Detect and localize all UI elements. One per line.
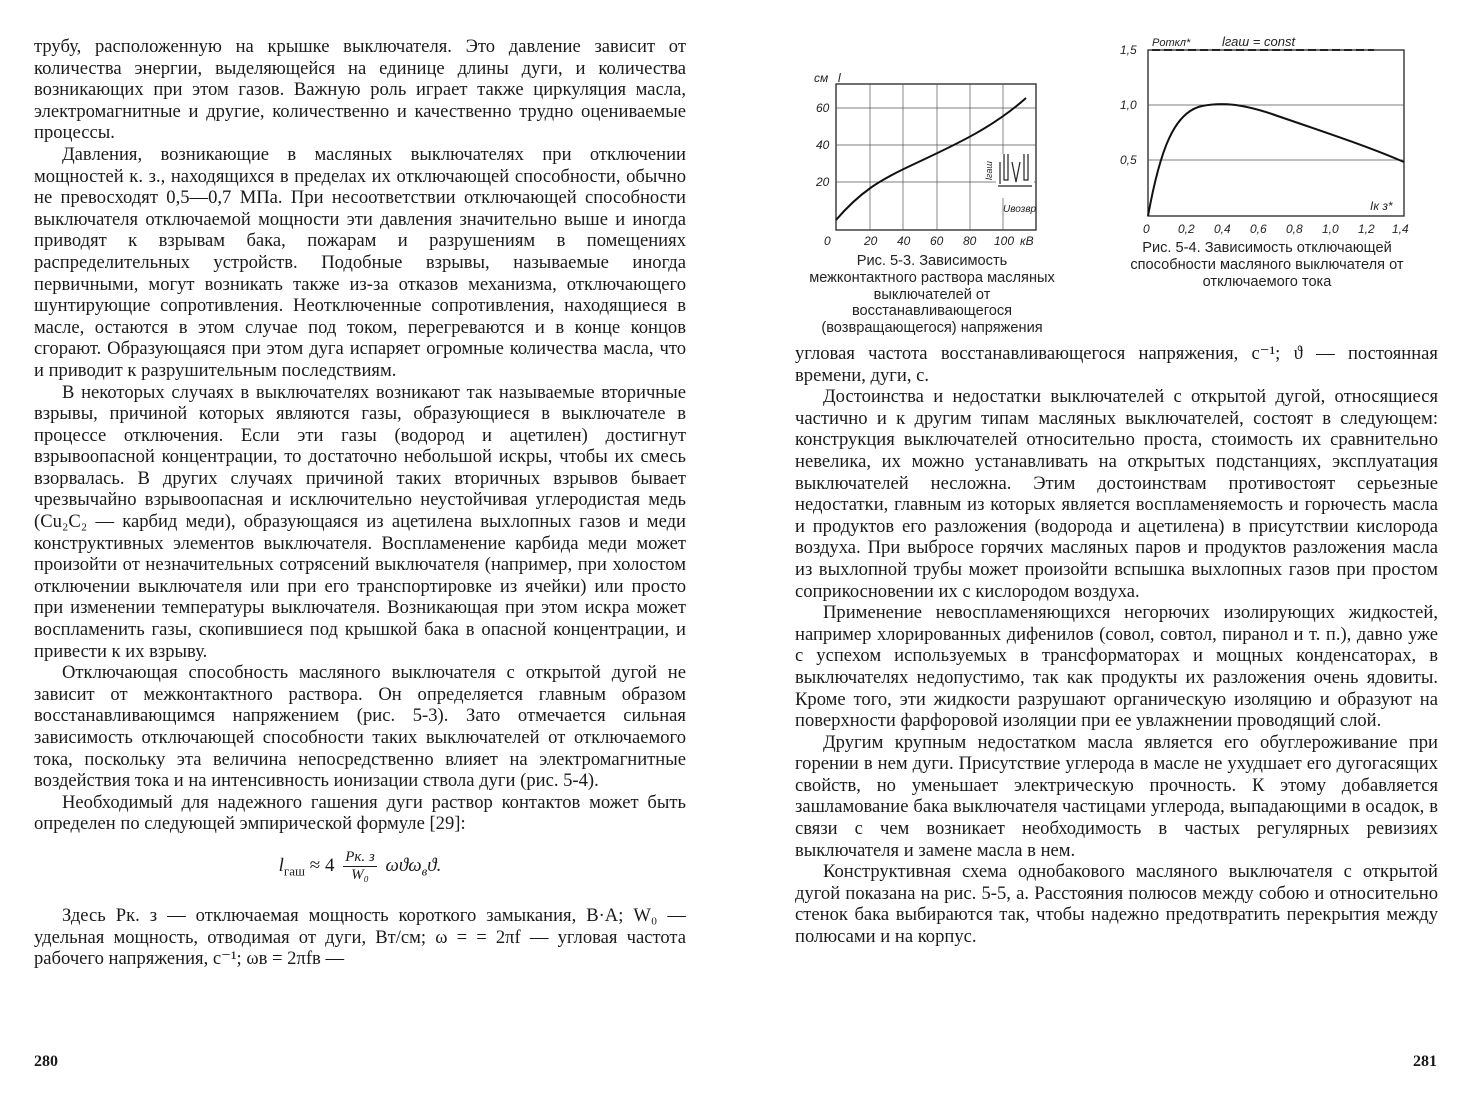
- x-tick-label: 40: [897, 234, 911, 248]
- paragraph: Применение невоспламеняющихся негорючих изолирующих жидкостей, например хлорированных дифенилов (совол, совтол, пиранол и т. п.), давно уже с успехом используемых в трансформаторах и мощных конденсаторах, в выключателях недопустимо, так как продукты их разложения очень ядовиты. Кроме того, эти жидкости разрушают органическую изоляцию и образуют на поверхности фарфоровой изоляции при ее увлажнении проводящий слой.: [795, 602, 1438, 732]
- paragraph: Давления, возникающие в масляных выключателях при отключении мощностей к. з., находящихся в пределах их отключающей способности, обычно не превосходят 0,5—0,7 МПа. При несоответствии отключающей способности выключателя отключаемой мощности эти давления значительно выше и иногда приводят к взрывам бака, пожарам и разрушениям в помещениях распределительных устройств. Подобные взрывы, называемые иногда первичными, могут возникать также из-за отказов механизма, отключающего шунтирующие сопротивления. Неотключенные сопротивления, находящиеся в масле, остаются в этом случае под током, перегреваются и в конце концов сгорают. Образующаяся при этом дуга испаряет огромные количества масла, что и приводит к разрушительным последствиям.: [34, 143, 686, 381]
- x-axis-label: Iк з*: [1370, 199, 1393, 213]
- figure-5-3-caption: Рис. 5-3. Зависимость межконтактного раствора масляных выключателей от восстанавливающегося (возвращающегося) напряжения: [809, 253, 1055, 337]
- x-tick-label: 0,6: [1250, 222, 1267, 236]
- y-tick-label: 60: [816, 101, 830, 115]
- x-tick-label: 80: [963, 234, 977, 248]
- x-tick-label: 1,2: [1358, 222, 1375, 236]
- paragraph: Здесь Pк. з — отключаемая мощность короткого замыкания, В·А; W₀ — удельная мощность, отводимая от дуги, Вт/см; ω = = 2πf — угловая частота рабочего напряжения, с⁻¹; ωв = 2πfв —: [34, 904, 686, 970]
- paragraph: трубу, расположенную на крышке выключателя. Это давление зависит от количества энергии, выделяющейся на единице длины дуги, и количества возникающих при этом газов. Важную роль играет также циркуляция масла, электромагнитные и другие, количественно и качественно трудно оцениваемые процессы.: [34, 36, 686, 144]
- x-tick-label: 0: [824, 234, 831, 248]
- page-number: 281: [1413, 1053, 1437, 1070]
- x-tick-label: 0,8: [1286, 222, 1303, 236]
- axis-symbol: l: [838, 71, 841, 85]
- y-tick-label: 0,5: [1120, 153, 1137, 167]
- unit-label: см: [814, 71, 829, 85]
- x-tick-label: 1,0: [1322, 222, 1339, 236]
- inset-label: lгаш: [984, 161, 994, 180]
- inset-electrodes: [996, 154, 1034, 198]
- paragraph: Достоинства и недостатки выключателей с открытой дугой, относящиеся частично и к другим типам масляных выключателей, состоят в следующем: конструкция выключателей относительно проста, стоимость их сравнительно невелика, их можно устанавливать на открытых подстанциях, эксплуатация выключателей несложна. Этим достоинствам противостоят серьезные недостатки, главным из которых является воспламеняемость и горючесть масла и продуктов его разложения (водорода и ацетилена) в присутствии кислорода воздуха. При выбросе горячих масляных паров и продуктов разложения масла из выхлопной трубы может произойти вспышка выхлопных газов при простом соприкосновении их с кислородом воздуха.: [795, 386, 1438, 602]
- x-tick-label: 1,4: [1392, 222, 1409, 236]
- figure-5-3-chart: [800, 62, 1062, 252]
- paragraph: В некоторых случаях в выключателях возникают так называемые вторичные взрывы, причиной которых являются газы, образующиеся в выключателе в процессе отключения. Если эти газы (водород и ацетилен) достигнут взрывоопасной концентрации, то достаточно небольшой искры, чтобы их смесь взорвалась. В других случаях причиной таких вторичных взрывов бывает чрезвычайно взрывоопасная и исключительно неустойчивая углеродистая медь (Cu₂C₂ — карбид меди), образующаяся из ацетилена выхлопных газов и меди конструктивных элементов выключателя. Воспламенение карбида меди может произойти от незначительных сотрясений выключателя (например, при холостом отключении выключателя или при его транспортировке из ячейки) или просто при изменении температуры выключателя. Возникающая при этом искра может воспламенить газы, скопившиеся под крышкой бака в опасной концентрации, и привести к их взрыву.: [34, 381, 686, 662]
- x-tick-label: 0: [1143, 222, 1150, 236]
- x-tick-label: 0,4: [1214, 222, 1231, 236]
- left-text-column: [34, 36, 686, 970]
- figure-5-4-caption: Рис. 5-4. Зависимость отключающей способности масляного выключателя от отключаемого тока: [1130, 240, 1404, 290]
- formula: $l_{гаш} \approx 4$ $\frac{Pк. з}{\text{W₀}}$ ωϑω$_в$ϑ.: [278, 848, 442, 883]
- x-tick-label: 20: [864, 234, 878, 248]
- paragraph: Отключающая способность масляного выключателя с открытой дугой не зависит от межконтактного раствора. Он определяется главным образом восстанавливающимся напряжением (рис. 5-3). Зато отмечается сильная зависимость отключающей способности таких выключателей от отключаемого тока, поскольку эта величина непосредственно влияет на электромагнитные воздействия тока и на интенсивность ионизации ствола дуги (рис. 5-4).: [34, 662, 686, 792]
- paragraph: Другим крупным недостатком масла является его обуглероживание при горении в нем дуги. Присутствие углерода в масле не ухудшает его дугогасящих свойств, но уменьшает электрическую прочность. К этому добавляется зашламование бака выключателя частицами углерода, выпадающими в осадок, в связи с чем возникает необходимость в частых регулярных ревизиях выключателя и замене масла в нем.: [795, 731, 1438, 861]
- paragraph: Необходимый для надежного гашения дуги раствор контактов может быть определен по следующей эмпирической формуле [29]:: [34, 791, 686, 835]
- figure-5-3: [800, 62, 1062, 252]
- y-tick-label: 20: [816, 175, 830, 189]
- paragraph: угловая частота восстанавливающегося напряжения, с⁻¹; ϑ — постоянная времени, дуги, с.: [795, 343, 1438, 386]
- y-tick-label: 1,0: [1120, 98, 1137, 112]
- x-unit-label: кВ: [1020, 234, 1034, 248]
- figure-5-4: [1112, 30, 1424, 240]
- y-tick-label: 40: [816, 138, 830, 152]
- const-label: lгаш = const: [1222, 34, 1296, 49]
- right-text-column: [795, 343, 1438, 948]
- y-symbol-label: Pоткл*: [1152, 37, 1191, 49]
- x-tick-label: 0,2: [1178, 222, 1195, 236]
- x-tick-label: 60: [930, 234, 944, 248]
- formula-fraction: $\frac{Pк. з}{\text{W₀}}$: [345, 848, 375, 883]
- page-number: 280: [34, 1053, 58, 1070]
- figure-5-4-chart: [1112, 30, 1424, 240]
- x-tick-label: 100: [994, 234, 1015, 248]
- paragraph: Конструктивная схема однобакового масляного выключателя с открытой дугой показана на рис. 5-5, а. Расстояния полюсов между собою и относительно стенок бака выбираются так, чтобы надежно предотвратить перекрытия между полюсами и на корпус.: [795, 861, 1438, 948]
- y-tick-label: 1,5: [1120, 43, 1137, 57]
- plot-frame: [1148, 50, 1404, 216]
- u-label: Uвозвр: [1003, 204, 1037, 215]
